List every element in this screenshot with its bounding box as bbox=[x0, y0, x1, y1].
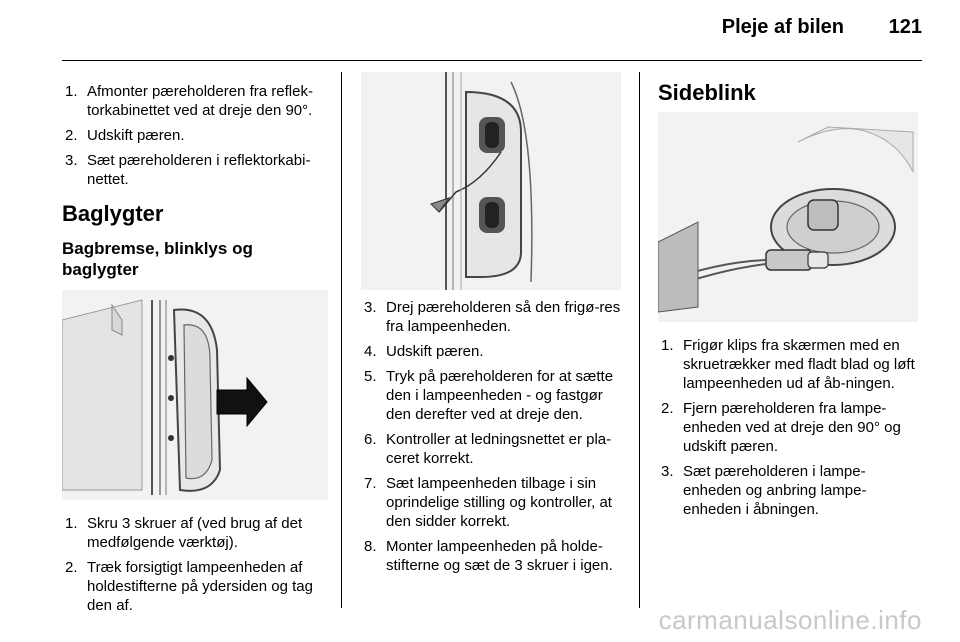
list-item bbox=[361, 342, 627, 361]
section-title-sideblink: Sideblink bbox=[658, 80, 756, 105]
header-title: Pleje af bilen bbox=[721, 16, 844, 38]
step-number: 4. bbox=[364, 343, 377, 360]
step-number: 6. bbox=[364, 431, 377, 448]
list-item bbox=[62, 82, 330, 120]
column-divider-1 bbox=[341, 72, 342, 608]
list-item bbox=[361, 298, 627, 336]
watermark: carmanualsonline.info bbox=[658, 605, 922, 635]
step-number: 8. bbox=[364, 538, 377, 555]
header-rule bbox=[62, 60, 922, 61]
side-indicator-drawing bbox=[658, 112, 918, 322]
step-text: Træk forsigtigt lampeenheden af holdestifterne på ydersiden og tag den af. bbox=[87, 559, 313, 614]
column-1-bottom bbox=[62, 514, 330, 621]
step-number: 5. bbox=[364, 368, 377, 385]
side-indicator-illustration bbox=[658, 112, 918, 322]
step-number: 3. bbox=[661, 463, 674, 480]
step-text: Drej pæreholderen så den frigø-res fra lampeenheden. bbox=[386, 299, 621, 335]
step-number: 2. bbox=[65, 559, 78, 576]
list-item bbox=[361, 537, 627, 575]
list-item bbox=[361, 430, 627, 468]
step-text: Tryk på pæreholderen for at sætte den i lampeenheden - og fastgør den derefter ved at dreje den. bbox=[386, 368, 614, 423]
list-item bbox=[62, 151, 330, 189]
column-2 bbox=[361, 298, 627, 581]
rear-lamp-illustration bbox=[62, 290, 328, 500]
step-number: 3. bbox=[364, 299, 377, 316]
list-item bbox=[62, 514, 330, 552]
step-number: 3. bbox=[65, 152, 78, 169]
step-text: Frigør klips fra skærmen med en skruetrækker med fladt blad og løft lampeenheden ud af åb-ningen. bbox=[683, 337, 915, 392]
list-item bbox=[658, 462, 920, 519]
step-number: 1. bbox=[65, 515, 78, 532]
page-number: 121 bbox=[888, 16, 922, 38]
step-text: Udskift pæren. bbox=[87, 127, 185, 144]
list-item bbox=[62, 126, 330, 145]
bulb-holder-drawing bbox=[361, 72, 621, 290]
step-text: Afmonter pæreholderen fra reflek-torkabinettet ved at dreje den 90°. bbox=[87, 83, 313, 119]
list-item bbox=[361, 474, 627, 531]
step-number: 2. bbox=[661, 400, 674, 417]
list-item bbox=[658, 399, 920, 456]
step-text: Fjern pæreholderen fra lampe-enheden ved at dreje den 90° og udskift pæren. bbox=[683, 400, 901, 455]
step-number: 1. bbox=[65, 83, 78, 100]
list-item bbox=[658, 336, 920, 393]
steps-list-bottom bbox=[62, 514, 330, 615]
step-text: Udskift pæren. bbox=[386, 343, 484, 360]
step-number: 7. bbox=[364, 475, 377, 492]
step-text: Sæt pæreholderen i reflektorkabi-nettet. bbox=[87, 152, 311, 188]
list-item bbox=[361, 367, 627, 424]
section-title-baglygter: Baglygter bbox=[62, 201, 164, 226]
column-1 bbox=[62, 82, 330, 195]
step-number: 2. bbox=[65, 127, 78, 144]
step-text: Kontroller at ledningsnettet er pla-ceret korrekt. bbox=[386, 431, 612, 467]
list-item bbox=[62, 558, 330, 615]
step-text: Skru 3 skruer af (ved brug af det medfølgende værktøj). bbox=[87, 515, 303, 551]
column-3 bbox=[658, 336, 920, 525]
step-text: Monter lampeenheden på holde-stifterne og sæt de 3 skruer i igen. bbox=[386, 538, 613, 574]
step-number: 1. bbox=[661, 337, 674, 354]
column-divider-2 bbox=[639, 72, 640, 608]
step-text: Sæt lampeenheden tilbage i sin oprindelige stilling og kontroller, at den sidder korrekt. bbox=[386, 475, 612, 530]
steps-list bbox=[658, 336, 920, 519]
steps-list-top bbox=[62, 82, 330, 189]
bulb-holder-illustration bbox=[361, 72, 621, 290]
rear-lamp-drawing bbox=[62, 290, 328, 500]
subsection-title: Bagbremse, blinklys og baglygter bbox=[62, 239, 253, 279]
step-text: Sæt pæreholderen i lampe-enheden og anbring lampe-enheden i åbningen. bbox=[683, 463, 867, 518]
steps-list bbox=[361, 298, 627, 575]
